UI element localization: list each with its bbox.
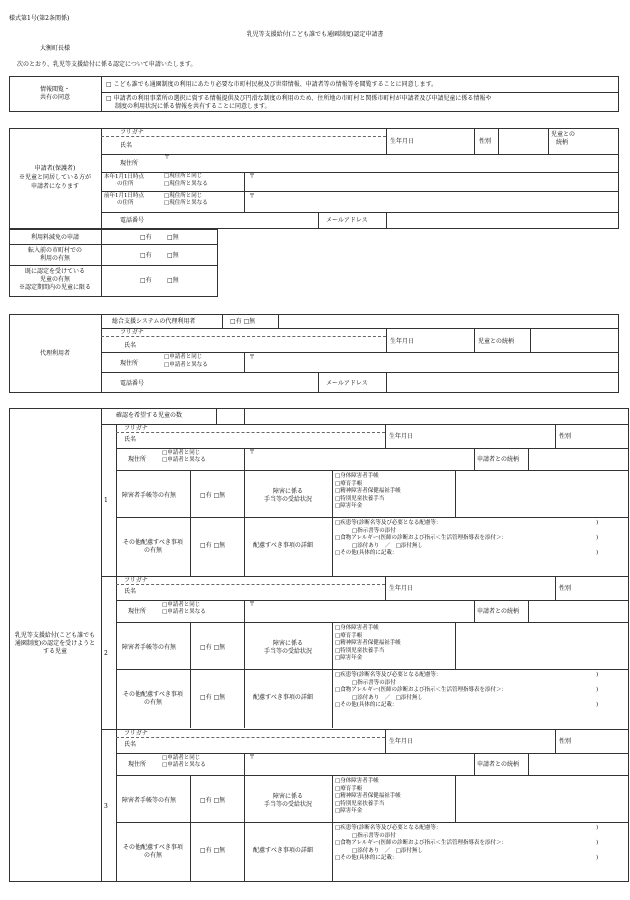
consideration-label: その他配慮すべき事項 (123, 691, 183, 698)
child-number: 3 (104, 802, 108, 810)
disability-item-option[interactable]: □障害年金 (335, 503, 363, 509)
relation-label: 児童との (551, 131, 576, 138)
name-label: 氏名 (120, 142, 133, 149)
child-birthdate-label: 生年月日 (389, 585, 414, 592)
disability-item-option[interactable]: □精神障害者保健福祉手帳 (335, 640, 401, 646)
certified-note: ※認定期間内の児童に限る (18, 284, 91, 291)
proxy-label: 代理利用者 (39, 350, 70, 357)
moved-no[interactable]: □無 (167, 252, 179, 259)
child-same-option[interactable]: □申請者と同じ (162, 755, 201, 761)
disability-item-option[interactable]: □身体障害者手帳 (335, 473, 379, 479)
disability-item-option[interactable]: □障害年金 (335, 808, 363, 814)
form-number: 様式第1号(第2条関係) (9, 15, 70, 22)
proxy-furigana-label: フリガナ (120, 329, 144, 336)
disability-status-label-2: 手当等の受給状況 (263, 496, 312, 503)
child-name-label: 氏名 (124, 741, 137, 748)
child-diff-option[interactable]: □申請者と異なる (162, 762, 206, 768)
consideration-label: その他配慮すべき事項 (123, 539, 183, 546)
disability-cert-options[interactable]: □有 □無 (200, 644, 226, 651)
disability-item-option[interactable]: □特別児童扶養手当 (335, 800, 385, 807)
applicant-label: 申請者(保護者) (34, 165, 76, 172)
certified-label: 既に認定を受けている (24, 268, 85, 275)
consideration-options[interactable]: □有 □無 (200, 694, 226, 701)
child-same-option[interactable]: □申請者と同じ (162, 602, 201, 608)
consideration-item-option[interactable]: □指示書等の添付 (352, 527, 396, 534)
jan1-label-2: の住所 (117, 181, 134, 187)
consideration-detail-label: 配慮すべき事項の詳細 (253, 847, 313, 854)
prevjan1-label-2: の住所 (117, 200, 134, 206)
close-paren: ) (596, 687, 599, 693)
child-postal-mark: 〒 (249, 754, 256, 761)
consideration-item-option[interactable]: □添付あり ／ □添付無し (352, 542, 423, 549)
close-paren: ) (596, 550, 599, 556)
child-count-label: 確認を希望する児童の数 (116, 412, 183, 419)
fee-exemption-label: 利用料減免の申請 (30, 234, 79, 241)
disability-item-option[interactable]: □身体障害者手帳 (335, 778, 379, 784)
jan1-postal-mark: 〒 (249, 173, 256, 180)
disability-cert-label: 障害者手帳等の有無 (122, 644, 177, 651)
consideration-detail-label: 配慮すべき事項の詳細 (253, 694, 313, 701)
consideration-item-option[interactable]: □疾患等(診断名等及び必要となる配慮等： (335, 520, 442, 526)
prevjan1-label: 前年1月1日時点 (104, 193, 144, 199)
consideration-item-option[interactable]: □添付あり ／ □添付無し (352, 694, 423, 701)
consideration-item-option[interactable]: □指示書等の添付 (352, 679, 396, 686)
postal-mark: 〒 (164, 154, 171, 161)
disability-item-option[interactable]: □療育手帳 (335, 785, 363, 792)
child-birthdate-label: 生年月日 (389, 433, 414, 440)
disability-cert-options[interactable]: □有 □無 (200, 797, 226, 804)
moved-yes[interactable]: □有 (140, 252, 152, 259)
fee-exemption-yes[interactable]: □有 (140, 234, 152, 241)
furigana-label: フリガナ (120, 129, 144, 136)
phone-label: 電話番号 (120, 217, 145, 224)
child-furigana-label: フリガナ (124, 425, 148, 432)
disability-item-option[interactable]: □療育手帳 (335, 480, 363, 487)
disability-item-option[interactable]: □特別児童扶養手当 (335, 495, 385, 502)
close-paren: ) (596, 840, 599, 846)
child-diff-option[interactable]: □申請者と異なる (162, 457, 206, 463)
consideration-item-option[interactable]: □その他(具体的に記載： (335, 550, 398, 556)
child-address-label: 現住所 (128, 456, 147, 463)
applicant-note-1: ※児童と同居している方が (18, 174, 91, 181)
child-diff-option[interactable]: □申請者と異なる (162, 609, 206, 615)
proxy-diff-option[interactable]: □申請者と異なる (164, 362, 208, 368)
jan1-diff-option[interactable]: □現住所と異なる (164, 181, 208, 187)
jan1-same-option[interactable]: □現住所と同じ (164, 173, 203, 179)
consideration-item-option[interactable]: □食物アレルギー(医師の診断および指示＜生活管理指導表を添付＞： (335, 687, 507, 693)
disability-item-option[interactable]: □療育手帳 (335, 632, 363, 639)
relation-label-2: 続柄 (556, 139, 569, 146)
consideration-item-option[interactable]: □疾患等(診断名等及び必要となる配慮等： (335, 825, 442, 831)
disability-cert-label: 障害者手帳等の有無 (122, 797, 177, 804)
disability-item-option[interactable]: □精神障害者保健福祉手帳 (335, 793, 401, 799)
moved-label-2: 利用の有無 (39, 255, 70, 262)
child-name-label: 氏名 (124, 588, 137, 595)
disability-status-label-2: 手当等の受給状況 (263, 648, 312, 655)
close-paren: ) (596, 535, 599, 541)
disability-item-option[interactable]: □精神障害者保健福祉手帳 (335, 488, 401, 494)
disability-item-option[interactable]: □特別児童扶養手当 (335, 647, 385, 654)
certified-yes[interactable]: □有 (140, 277, 152, 284)
child-number: 1 (104, 497, 108, 504)
close-paren: ) (596, 520, 599, 526)
consideration-label: その他配慮すべき事項 (123, 844, 183, 851)
consideration-options[interactable]: □有 □無 (200, 542, 226, 549)
certified-label-2: 児童の有無 (39, 276, 70, 283)
consent-item-2[interactable]: □ 申請者の利用事業所の選択に資する情報提供及び円滑な制度の利用のため、住所地の市町村と関係市町村が申請者及び申請児童に係る情報や (106, 95, 492, 102)
children-label: 乳児等支援給付(こども誰でも通園制度)の認定を受けようとする児童 (14, 632, 96, 655)
proxy-system-options[interactable]: □有 □無 (230, 318, 256, 325)
fee-exemption-no[interactable]: □無 (167, 234, 179, 241)
recipient: 大衡町長様 (40, 45, 71, 52)
consideration-label-2: の有無 (143, 547, 162, 554)
child-furigana-label: フリガナ (124, 730, 148, 737)
close-paren: ) (596, 855, 599, 861)
intro-text: 次のとおり、乳児等支援給付に係る認定について申請いたします。 (17, 61, 197, 68)
disability-status-label: 障害に係る (272, 488, 303, 495)
prevjan1-postal-mark: 〒 (249, 193, 256, 200)
close-paren: ) (596, 702, 599, 708)
child-gender-label: 性別 (559, 585, 572, 592)
close-paren: ) (596, 672, 599, 678)
proxy-postal-mark: 〒 (249, 354, 256, 361)
consideration-item-option[interactable]: □その他(具体的に記載： (335, 855, 398, 861)
child-number: 2 (104, 649, 108, 657)
email-label: メールアドレス (326, 217, 368, 224)
consideration-item-option[interactable]: □添付あり ／ □添付無し (352, 847, 423, 854)
proxy-email-label: メールアドレス (326, 380, 368, 387)
consideration-options[interactable]: □有 □無 (200, 847, 226, 854)
consent-label-2: 共有の同意 (39, 94, 70, 101)
child-birthdate-label: 生年月日 (389, 738, 414, 745)
child-relation-label: 申請者との続柄 (477, 761, 520, 768)
child-furigana-label: フリガナ (124, 577, 148, 584)
consent-label: 情報閲覧・ (39, 86, 70, 93)
consent-item-1[interactable]: □ こども誰でも通園制度の利用にあたり必要な市町村民税及び世帯情報、申請者等の情報等を閲覧することに同意します。 (106, 81, 438, 88)
consideration-item-option[interactable]: □食物アレルギー(医師の診断および指示＜生活管理指導表を添付＞： (335, 535, 507, 541)
child-name-label: 氏名 (124, 436, 137, 443)
proxy-address-label: 現住所 (120, 360, 139, 367)
certified-no[interactable]: □無 (167, 277, 179, 284)
consideration-item-option[interactable]: □疾患等(診断名等及び必要となる配慮等： (335, 672, 442, 678)
proxy-phone-label: 電話番号 (120, 380, 145, 387)
child-address-label: 現住所 (128, 761, 147, 768)
child-gender-label: 性別 (559, 738, 572, 745)
birthdate-label: 生年月日 (390, 138, 415, 145)
moved-label: 転入前の市町村での (27, 247, 82, 254)
gender-label: 性別 (479, 138, 492, 145)
consideration-item-option[interactable]: □食物アレルギー(医師の診断および指示＜生活管理指導表を添付＞： (335, 840, 507, 846)
disability-status-label: 障害に係る (272, 793, 303, 800)
child-postal-mark: 〒 (249, 601, 256, 608)
disability-status-label-2: 手当等の受給状況 (263, 801, 312, 808)
consideration-item-option[interactable]: □指示書等の添付 (352, 832, 396, 839)
disability-status-label: 障害に係る (272, 640, 303, 647)
proxy-system-label: 総合支援システムの代理利用者 (112, 318, 196, 325)
disability-item-option[interactable]: □障害年金 (335, 655, 363, 661)
consideration-label-2: の有無 (143, 699, 162, 706)
consideration-item-option[interactable]: □その他(具体的に記載： (335, 702, 398, 708)
proxy-relation-label: 児童との続柄 (478, 338, 515, 345)
child-postal-mark: 〒 (249, 449, 256, 456)
consideration-label-2: の有無 (143, 852, 162, 859)
jan1-label: 本年1月1日時点 (104, 174, 144, 180)
child-relation-label: 申請者との続柄 (477, 456, 520, 463)
applicant-note-2: 申請者になります (30, 183, 79, 190)
address-label: 現住所 (120, 160, 139, 167)
child-gender-label: 性別 (559, 433, 572, 440)
disability-item-option[interactable]: □身体障害者手帳 (335, 625, 379, 631)
child-same-option[interactable]: □申請者と同じ (162, 450, 201, 456)
proxy-same-option[interactable]: □申請者と同じ (164, 354, 203, 360)
consideration-detail-label: 配慮すべき事項の詳細 (253, 542, 313, 549)
close-paren: ) (596, 825, 599, 831)
child-address-label: 現住所 (128, 608, 147, 615)
proxy-birthdate-label: 生年月日 (390, 338, 415, 345)
child-relation-label: 申請者との続柄 (477, 608, 520, 615)
consent-item-2-cont: 制度の利用状況に係る情報を共有することに同意します。 (115, 103, 271, 110)
prevjan1-same-option[interactable]: □現住所と同じ (164, 193, 203, 199)
proxy-name-label: 氏名 (124, 342, 137, 349)
disability-cert-options[interactable]: □有 □無 (200, 492, 226, 499)
disability-cert-label: 障害者手帳等の有無 (122, 492, 177, 499)
form-title: 乳児等支援給付(こども誰でも通園制度)認定申請書 (246, 31, 384, 38)
prevjan1-diff-option[interactable]: □現住所と異なる (164, 200, 208, 206)
